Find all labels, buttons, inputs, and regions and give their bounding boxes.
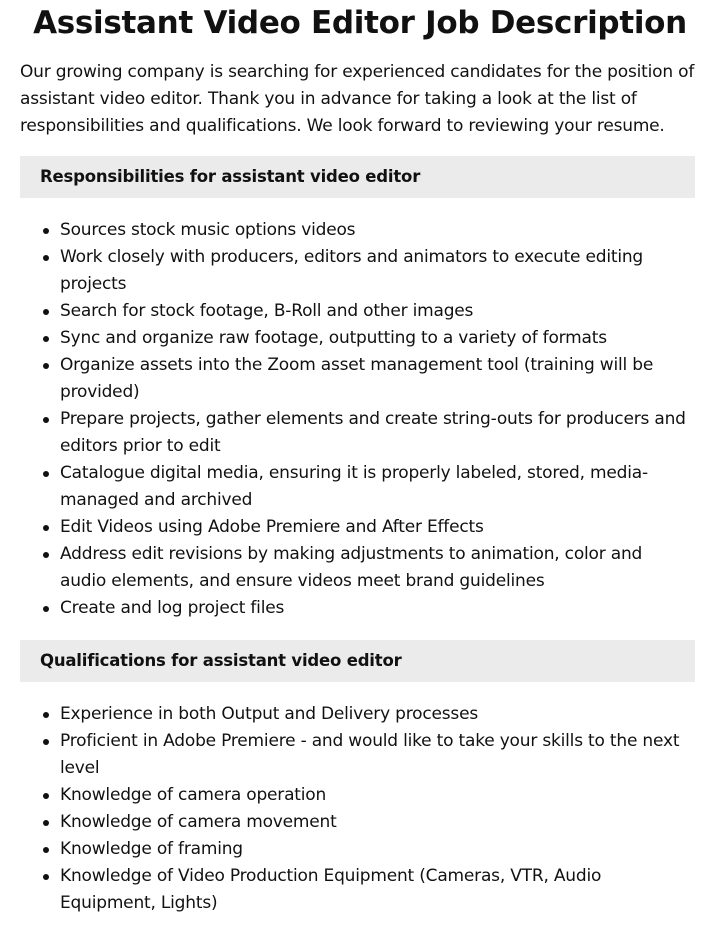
list-item: Knowledge of Video Production Equipment (Cameras, VTR, Audio Equipment, Lights) bbox=[60, 863, 690, 917]
responsibilities-heading: Responsibilities for assistant video editor bbox=[20, 156, 695, 198]
list-item: Edit Videos using Adobe Premiere and After Effects bbox=[60, 514, 690, 541]
list-item: Knowledge of camera movement bbox=[60, 809, 690, 836]
list-item: Prepare projects, gather elements and create string-outs for producers and editors prior to edit bbox=[60, 406, 690, 460]
list-item: Search for stock footage, B-Roll and other images bbox=[60, 298, 690, 325]
intro-paragraph: Our growing company is searching for experienced candidates for the position of assistant video editor. Thank you in advance for taking a look at the list of responsibilities and qualifications. We look forward to reviewing your resume. bbox=[20, 62, 695, 136]
qualifications-heading: Qualifications for assistant video editor bbox=[20, 640, 695, 682]
list-item: Address edit revisions by making adjustments to animation, color and audio elements, and ensure videos meet brand guidelines bbox=[60, 541, 690, 595]
list-item: Proficient in Adobe Premiere - and would like to take your skills to the next level bbox=[60, 728, 690, 782]
list-item: Experience in both Output and Delivery processes bbox=[60, 701, 690, 728]
list-item: Knowledge of camera operation bbox=[60, 782, 690, 809]
list-item: Organize assets into the Zoom asset management tool (training will be provided) bbox=[60, 352, 690, 406]
list-item: Catalogue digital media, ensuring it is properly labeled, stored, media-managed and archived bbox=[60, 460, 690, 514]
list-item: Knowledge of framing bbox=[60, 836, 690, 863]
list-item: Sources stock music options videos bbox=[60, 217, 690, 244]
list-item: Sync and organize raw footage, outputting to a variety of formats bbox=[60, 325, 690, 352]
page-title: Assistant Video Editor Job Description bbox=[33, 5, 687, 41]
responsibilities-list bbox=[20, 217, 700, 622]
list-item: Create and log project files bbox=[60, 595, 690, 622]
qualifications-list bbox=[20, 701, 700, 917]
list-item: Work closely with producers, editors and animators to execute editing projects bbox=[60, 244, 690, 298]
